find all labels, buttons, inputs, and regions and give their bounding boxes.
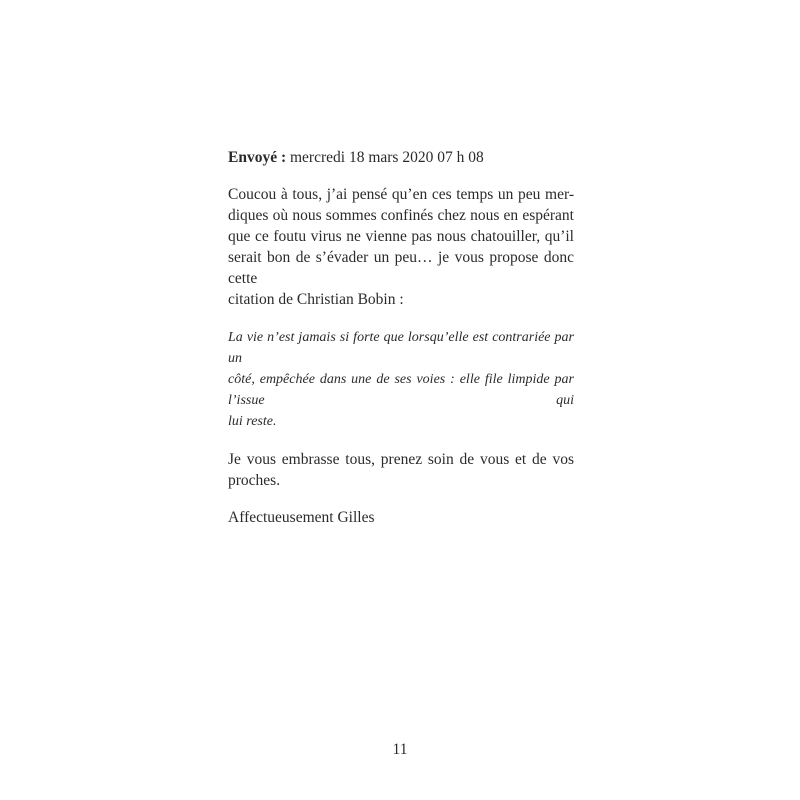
sent-date: mercredi 18 mars 2020 07 h 08	[286, 149, 484, 166]
letter-text-block	[228, 147, 574, 528]
intro-line: que ce foutu virus ne vienne pas nous chatouiller, qu’il	[228, 228, 574, 245]
quote-line: La vie n’est jamais si forte que lorsqu’elle est contrariée par un	[228, 330, 574, 366]
sent-header	[228, 147, 574, 168]
intro-line: Coucou à tous, j’ai pensé qu’en ces temps un peu mer-	[228, 186, 574, 203]
intro-line: serait bon de s’évader un peu… je vous propose donc cette	[228, 249, 574, 287]
sent-label: Envoyé :	[228, 149, 287, 166]
closing-line: Je vous embrasse tous, prenez soin de vous et de vos	[228, 451, 574, 468]
intro-paragraph	[228, 184, 574, 310]
intro-line: citation de Christian Bobin :	[228, 291, 404, 308]
quote-line: côté, empêchée dans une de ses voies : elle file limpide par l’issue qui	[228, 372, 574, 408]
quote-line: lui reste.	[228, 414, 277, 429]
bobin-quote	[228, 327, 574, 432]
intro-line: diques où nous sommes confinés chez nous en espérant	[228, 207, 574, 224]
closing-line: proches.	[228, 472, 281, 489]
closing-paragraph	[228, 449, 574, 491]
page-number: 11	[392, 741, 408, 758]
signature: Affectueusement Gilles	[228, 509, 375, 526]
